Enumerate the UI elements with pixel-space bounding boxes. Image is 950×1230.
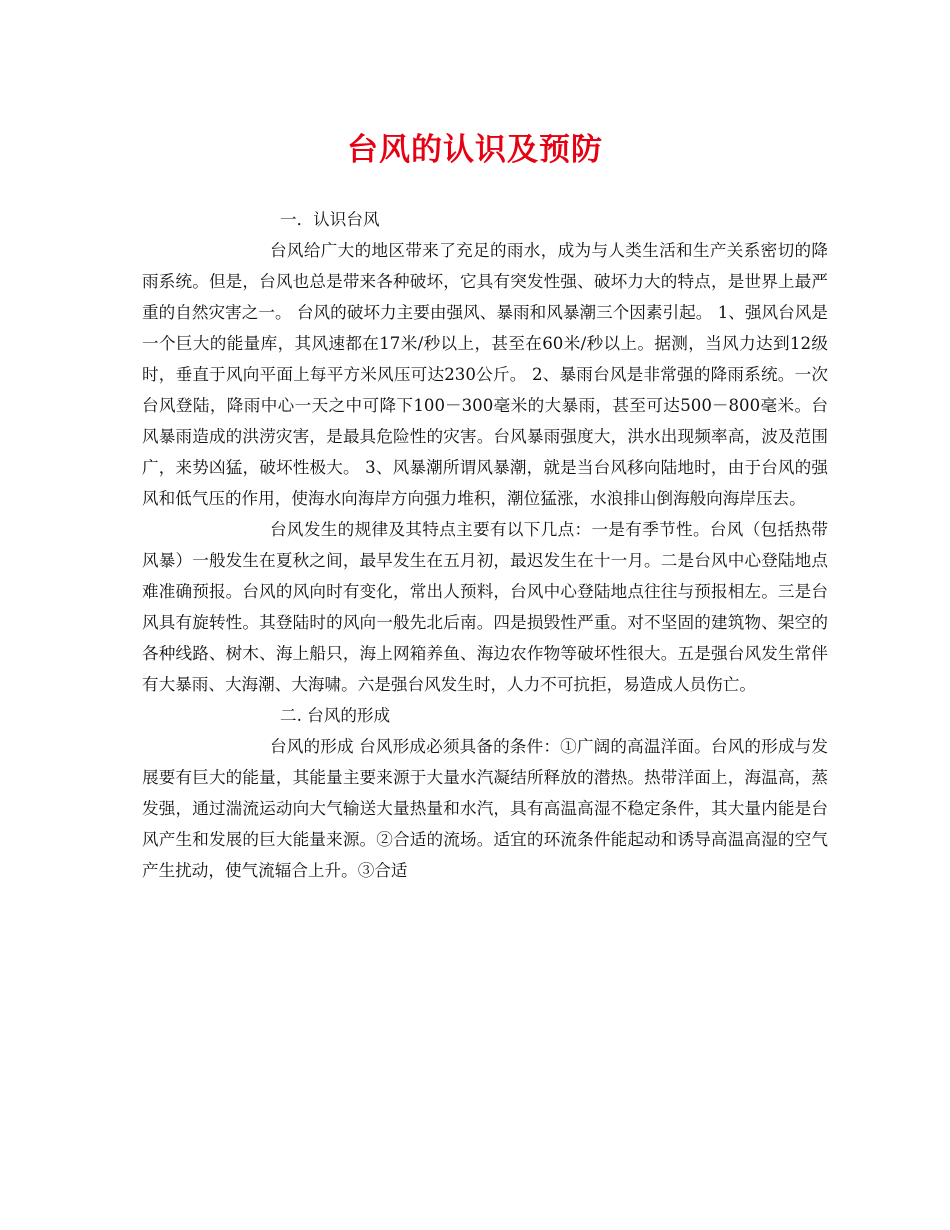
section-heading-2: 二. 台风的形成: [280, 706, 391, 725]
paragraph-typhoon-patterns: 台风发生的规律及其特点主要有以下几点：一是有季节性。台风（包括热带风暴）一般发生在夏秋之间，最早发生在五月初，最迟发生在十一月。二是台风中心登陆地点难准确预报。台风的风向时有变化，常出人预料，台风中心登陆地点往往与预报相左。三是台风具有旋转性。其登陆时的风向一般先北后南。四是损毁性严重。对不坚固的建筑物、架空的各种线路、树木、海上船只，海上网箱养鱼、海边农作物等破坏性很大。五是强台风发生常伴有大暴雨、大海潮、大海啸。六是强台风发生时，人力不可抗拒，易造成人员伤亡。: [142, 520, 828, 694]
paragraph-typhoon-damage: 台风给广大的地区带来了充足的雨水，成为与人类生活和生产关系密切的降雨系统。但是，台风也总是带来各种破坏，它具有突发性强、破坏力大的特点，是世界上最严重的自然灾害之一。 台风的破坏力主要由强风、暴雨和风暴潮三个因素引起。 1、强风台风是一个巨大的能量库，其风速都在17米/秒以上，甚至在60米/秒以上。据测，当风力达到12级时，垂直于风向平面上每平方米风压可达230公斤。 2、暴雨台风是非常强的降雨系统。一次台风登陆，降雨中心一天之中可降下100－300毫米的大暴雨，甚至可达500－800毫米。台风暴雨造成的洪涝灾害，是最具危险性的灾害。台风暴雨强度大，洪水出现频率高，波及范围广，来势凶猛，破坏性极大。 3、风暴潮所谓风暴潮，就是当台风移向陆地时，由于台风的强风和低气压的作用，使海水向海岸方向强力堆积，潮位猛涨，水浪排山倒海般向海岸压去。: [142, 241, 828, 508]
document-body: [142, 204, 828, 886]
paragraph-typhoon-formation: 台风的形成 台风形成必须具备的条件：①广阔的高温洋面。台风的形成与发展要有巨大的能量，其能量主要来源于大量水汽凝结所释放的潜热。热带洋面上，海温高，蒸发强，通过湍流运动向大气输送大量热量和水汽，具有高温高湿不稳定条件，其大量内能是台风产生和发展的巨大能量来源。②合适的流场。适宜的环流条件能起动和诱导高温高湿的空气产生扰动，使气流辐合上升。③合适: [142, 737, 828, 880]
page-title: 台风的认识及预防: [347, 132, 603, 168]
section-heading-1: 一．认识台风: [280, 210, 380, 229]
